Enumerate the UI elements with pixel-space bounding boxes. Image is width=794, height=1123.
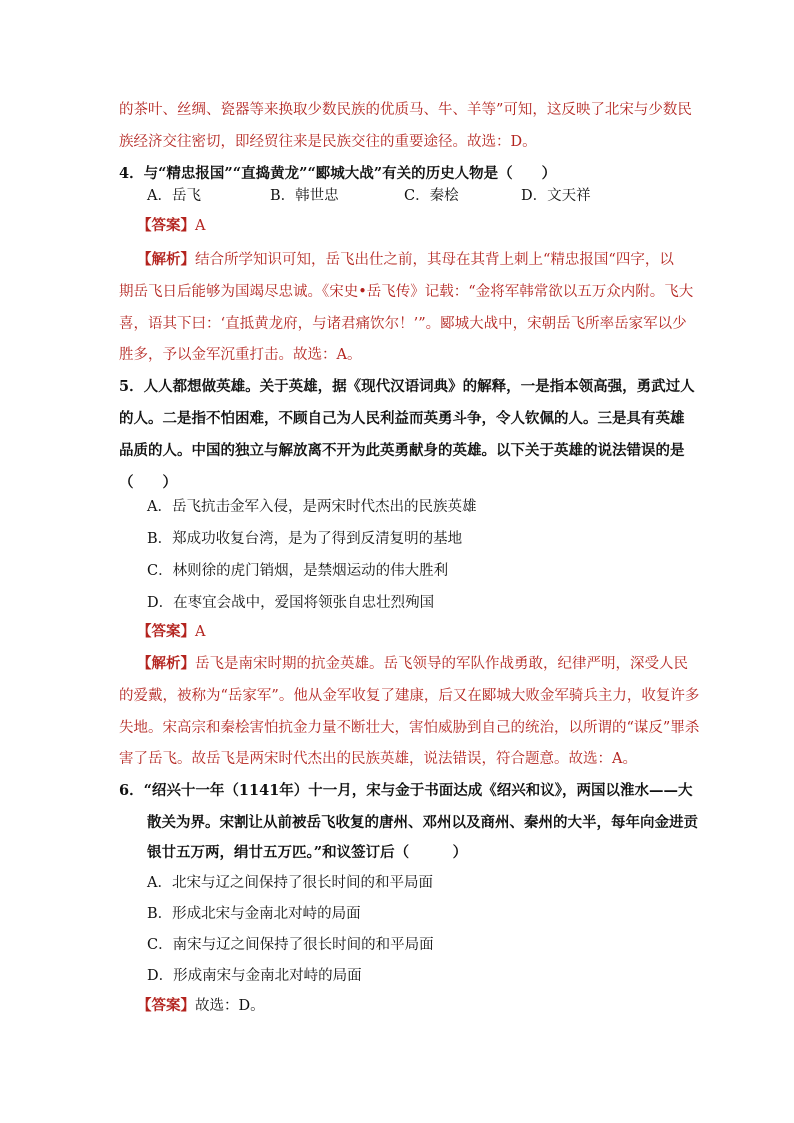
q5-option-b[interactable]: B．郑成功收复台湾，是为了得到反清复明的基地 [147, 531, 463, 547]
q4-options [0, 186, 794, 206]
q5-option-d[interactable]: D．在枣宜会战中，爱国将领张自忠壮烈殉国 [147, 595, 435, 611]
q5-stem-line-2: 的人。二是指不怕困难，不顾自己为人民利益而英勇斗争，令人钦佩的人。三是具有英雄 [119, 410, 685, 427]
q4-answer [137, 216, 205, 236]
prev-analysis-line-2: 族经济交往密切，即经贸往来是民族交往的重要途径。故选：D。 [119, 134, 537, 150]
q4-analysis-line-1 [137, 250, 674, 270]
q5-analysis-line-2: 的爱戴，被称为“岳家军”。他从金军收复了建康，后又在郾城大败金军骑兵主力，收复许多 [119, 688, 700, 704]
q6-answer [137, 996, 265, 1016]
q4-answer-value: A [195, 218, 206, 234]
q5-analysis-line-4: 害了岳飞。故岳飞是两宋时代杰出的民族英雄，说法错误，符合题意。故选：A。 [119, 751, 637, 767]
q4-analysis-text-1: 结合所学知识可知，岳飞出仕之前，其母在其背上刺上“精忠报国“四字，以 [195, 252, 674, 268]
q5-analysis-text-1: 岳飞是南宋时期的抗金英雄。岳飞领导的军队作战勇敢，纪律严明，深受人民 [195, 656, 688, 672]
q6-stem-line-3: 银廿五万两，绢廿五万匹。”和议签订后（ ） [147, 844, 468, 861]
q5-answer-label: 【答案】 [137, 623, 195, 640]
q5-stem-line-3: 品质的人。中国的独立与解放离不开为此英勇献身的英雄。以下关于英雄的说法错误的是 [119, 442, 685, 459]
q5-analysis-line-1 [137, 654, 688, 674]
q5-analysis-line-3: 失地。宋高宗和秦桧害怕抗金力量不断壮大，害怕威胁到自己的统治，以所谓的“谋反”罪杀 [119, 720, 700, 736]
q4-option-c[interactable]: C．秦桧 [404, 188, 459, 204]
q6-stem-line-1: 6．“绍兴十一年（1141年）十一月，宋与金于书面达成《绍兴和议》，两国以淮水——大 [119, 782, 693, 799]
q4-analysis-line-4: 胜多，予以金军沉重打击。故选：A。 [119, 347, 362, 363]
q6-answer-value: 故选：D。 [195, 998, 265, 1014]
q4-analysis-label: 【解析】 [137, 251, 195, 268]
q6-answer-label: 【答案】 [137, 997, 195, 1014]
q4-stem: 4．与“精忠报国”“直捣黄龙”“郾城大战”有关的历史人物是（ ） [119, 165, 557, 182]
q4-option-b[interactable]: B．韩世忠 [270, 188, 339, 204]
q6-option-a[interactable]: A．北宋与辽之间保持了很长时间的和平局面 [147, 875, 433, 891]
q6-option-c[interactable]: C．南宋与辽之间保持了很长时间的和平局面 [147, 937, 434, 953]
q4-option-d[interactable]: D．文天祥 [521, 188, 591, 204]
q6-option-b[interactable]: B．形成北宋与金南北对峙的局面 [147, 906, 361, 922]
q4-analysis-line-2: 期岳飞日后能够为国竭尽忠诚。《宋史•岳飞传》记载：“金将军韩常欲以五万众内附。飞大 [119, 284, 694, 300]
q5-stem-line-1: 5．人人都想做英雄。关于英雄，据《现代汉语词典》的解释，一是指本领高强，勇武过人 [119, 378, 695, 395]
q6-option-d[interactable]: D．形成南宋与金南北对峙的局面 [147, 968, 362, 984]
q5-option-a[interactable]: A．岳飞抗击金军入侵，是两宋时代杰出的民族英雄 [147, 499, 477, 515]
q4-option-a[interactable]: A．岳飞 [147, 188, 201, 204]
q4-answer-label: 【答案】 [137, 217, 195, 234]
q5-answer-value: A [195, 624, 206, 640]
q5-analysis-label: 【解析】 [137, 655, 195, 672]
q6-stem-line-2: 散关为界。宋割让从前被岳飞收复的唐州、邓州以及商州、秦州的大半，每年向金进贡 [147, 814, 698, 831]
q5-answer [137, 622, 205, 642]
q4-analysis-line-3: 喜，语其下曰：‘直抵黄龙府，与诸君痛饮尔！’”。郾城大战中，宋朝岳飞所率岳家军以少 [119, 316, 687, 332]
q5-stem-line-4: （ ） [119, 474, 177, 491]
q5-option-c[interactable]: C．林则徐的虎门销烟，是禁烟运动的伟大胜利 [147, 563, 449, 579]
prev-analysis-line-1: 的茶叶、丝绸、瓷器等来换取少数民族的优质马、牛、羊等”可知，这反映了北宋与少数民 [119, 102, 692, 118]
